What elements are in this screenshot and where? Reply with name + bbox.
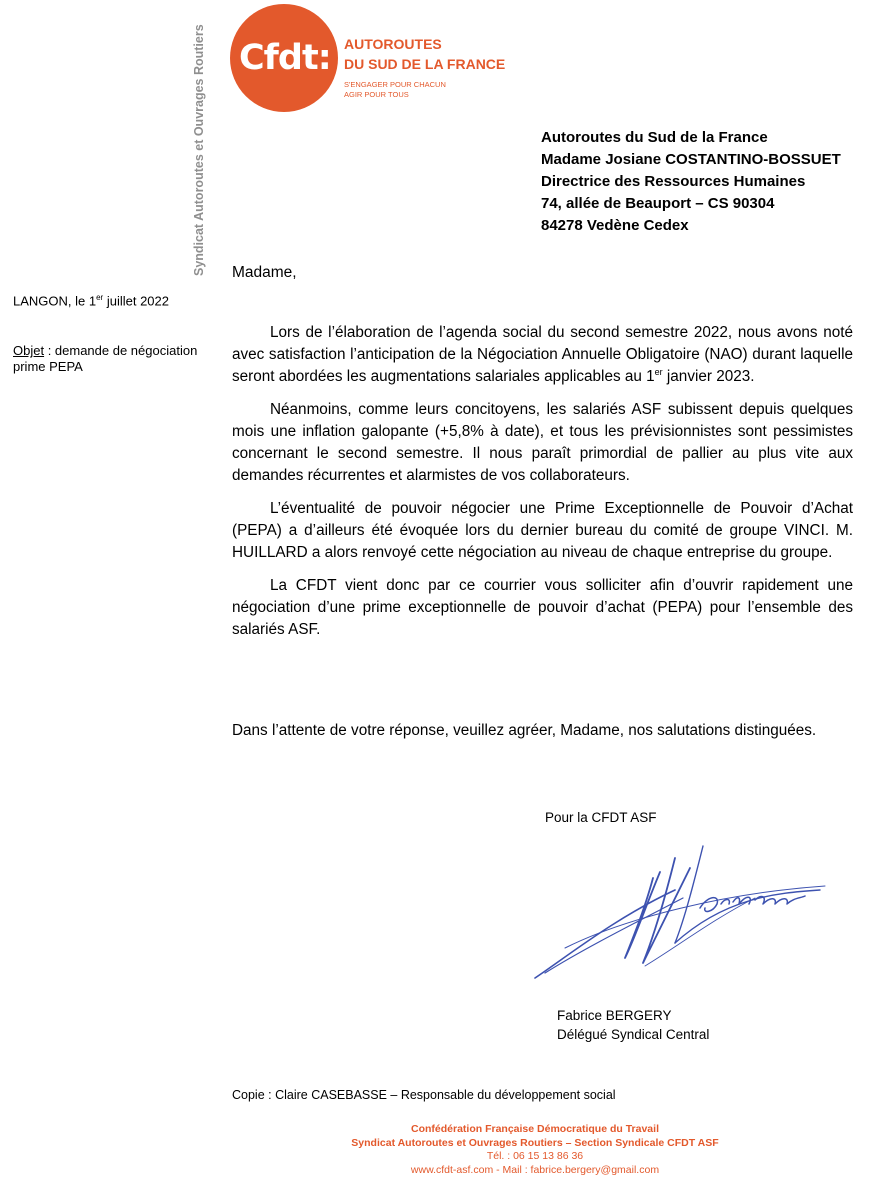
recipient-line: 74, allée de Beauport – CS 90304 bbox=[541, 195, 775, 212]
side-union-name: Syndicat Autoroutes et Ouvrages Routiers bbox=[192, 24, 206, 276]
footer-union: Syndicat Autoroutes et Ouvrages Routiers – Section Syndicale CFDT ASF bbox=[351, 1136, 719, 1149]
closing-formula: Dans l’attente de votre réponse, veuillez agréer, Madame, nos salutations distinguées. bbox=[232, 722, 817, 739]
recipient-line: Madame Josiane COSTANTINO-BOSSUET bbox=[541, 151, 841, 168]
subject bbox=[13, 343, 223, 375]
place-date-sup: er bbox=[96, 293, 104, 302]
letter-body bbox=[232, 322, 853, 652]
place-date bbox=[13, 293, 169, 308]
subject-text: : demande de négociation prime PEPA bbox=[13, 343, 198, 374]
p1-text: Lors de l’élaboration de l’agenda social du second semestre 2022, nous avons noté avec satisfaction l’anticipation de la Négociation Annuelle Obligatoire (NAO) durant laquelle seront abordées les augmentations salariales applicables au 1 bbox=[232, 324, 853, 385]
logo-brand: Cfdt: bbox=[239, 38, 331, 78]
signature-for: Pour la CFDT ASF bbox=[545, 810, 657, 825]
place-date-suffix: juillet 2022 bbox=[103, 293, 169, 309]
p1-sup: er bbox=[654, 366, 663, 377]
body-paragraph-4: La CFDT vient donc par ce courrier vous solliciter afin d’ouvrir rapidement une négociation d’une prime exceptionnelle de pouvoir d’achat (PEPA) pour l’ensemble des salariés ASF. bbox=[232, 577, 853, 638]
p1-text-end: janvier 2023. bbox=[662, 368, 755, 385]
copy-to: Copie : Claire CASEBASSE – Responsable du développement social bbox=[232, 1088, 616, 1102]
handwritten-signature bbox=[525, 838, 830, 988]
logo-tagline-line2: AGIR POUR TOUS bbox=[344, 90, 409, 99]
signer-name: Fabrice BERGERY bbox=[557, 1008, 672, 1023]
body-paragraph-1 bbox=[232, 322, 853, 388]
recipient-address bbox=[541, 127, 841, 237]
logo-tagline-line1: S'ENGAGER POUR CHACUN bbox=[344, 80, 446, 89]
logo-org-name bbox=[344, 34, 505, 74]
footer-phone: Tél. : 06 15 13 86 36 bbox=[486, 1150, 584, 1162]
logo-org-line2: DU SUD DE LA FRANCE bbox=[344, 56, 506, 72]
recipient-line: 84278 Vedène Cedex bbox=[541, 217, 689, 234]
body-paragraph-3: L’éventualité de pouvoir négocier une Prime Exceptionnelle de Pouvoir d’Achat (PEPA) a d’ailleurs été évoquée lors du dernier bureau du comité de groupe VINCI. M. HUILLARD a alors renvoyé cette négociation au niveau de chaque entreprise du groupe. bbox=[232, 500, 853, 561]
subject-label: Objet bbox=[13, 343, 45, 358]
logo-tagline bbox=[344, 80, 446, 100]
footer bbox=[300, 1123, 770, 1177]
recipient-line: Autoroutes du Sud de la France bbox=[541, 129, 768, 146]
logo-org-line1: AUTOROUTES bbox=[344, 36, 442, 52]
place-date-prefix: LANGON, le 1 bbox=[13, 293, 97, 309]
signer-title: Délégué Syndical Central bbox=[557, 1027, 710, 1042]
footer-confederation: Confédération Française Démocratique du Travail bbox=[411, 1123, 659, 1135]
signer bbox=[557, 1006, 709, 1044]
body-paragraph-2: Néanmoins, comme leurs concitoyens, les salariés ASF subissent depuis quelques mois une inflation galopante (+5,8% à date), et tous les prévisionnistes sont pessimistes concernant le second semestre. Il nous paraît primordial de pallier au plus vite aux demandes récurrentes et alarmistes de vos collaborateurs. bbox=[232, 401, 853, 484]
recipient-line: Directrice des Ressources Humaines bbox=[541, 173, 806, 190]
footer-web-mail: www.cfdt-asf.com - Mail : fabrice.bergery@gmail.com bbox=[410, 1163, 660, 1176]
salutation: Madame, bbox=[232, 264, 297, 281]
